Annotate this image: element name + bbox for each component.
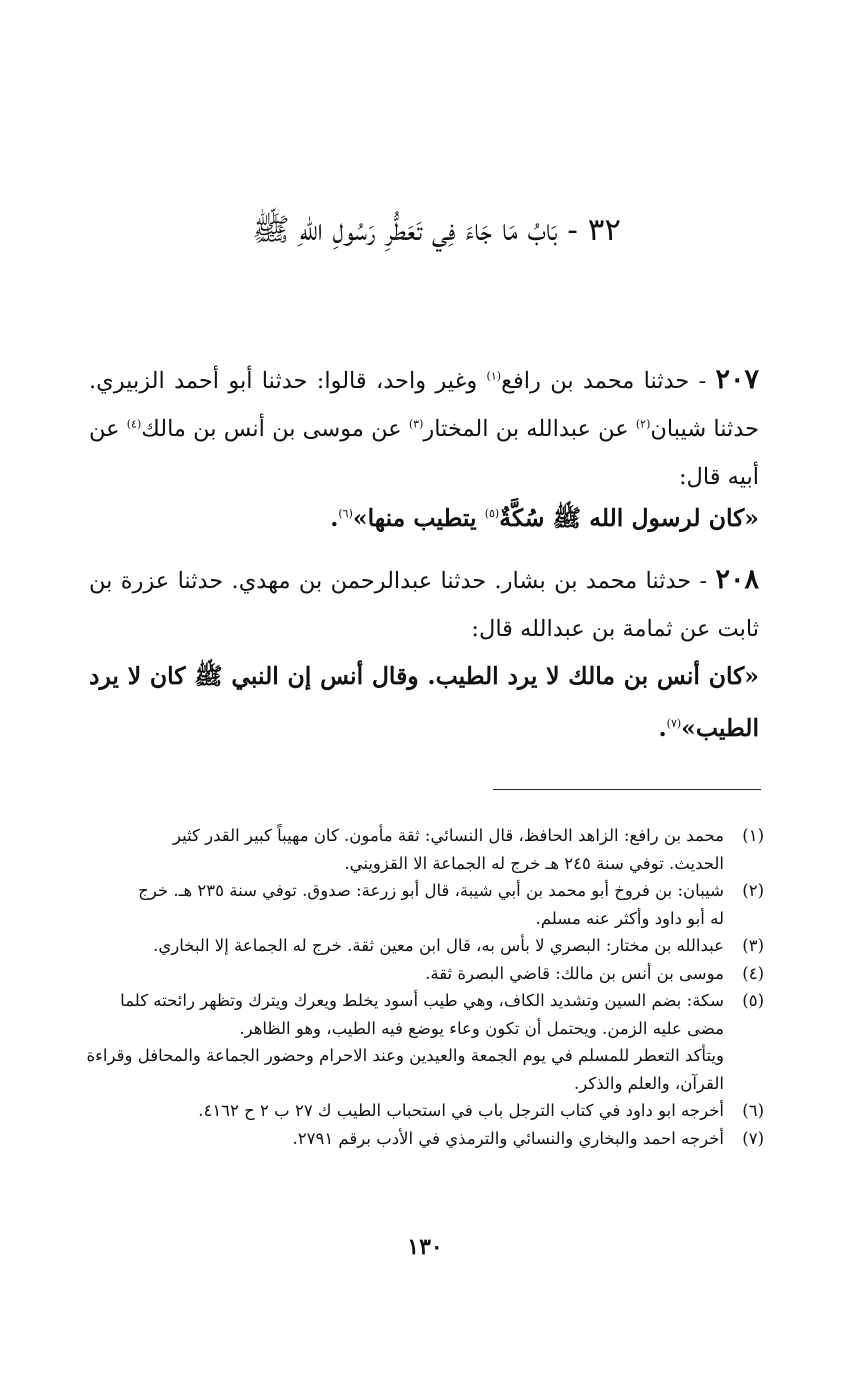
matn-text: «كان لرسول الله ﷺ سُكَّةٌ [499, 504, 759, 532]
footnotes [82, 822, 764, 1152]
isnad-text: وغير واحد، قالوا: حدثنا أبو أحمد الزبيري. حدثنا شيبان [89, 368, 759, 442]
footnote-line: القرآن، والعلم والذكر. [573, 1073, 724, 1093]
footnote-4 [82, 960, 764, 988]
page-number: ١٣٠ [407, 1234, 443, 1260]
isnad-text: - حدثنا محمد بن رافع [501, 368, 707, 394]
footnote-text [82, 822, 724, 877]
footnote-1 [82, 822, 764, 877]
footnote-number: (٢) [742, 881, 764, 900]
footnote-number: (٧) [742, 1128, 764, 1148]
footnote-line: موسى بن أنس بن مالك: قاضي البصرة ثقة. [425, 963, 724, 983]
footnote-text [82, 1097, 724, 1125]
hadith-208-matn [89, 650, 759, 754]
hadith-number: ٢٠٧ [715, 364, 759, 395]
footnote-line: أخرجه احمد والبخاري والنسائي والترمذي في الأدب برقم ٢٧٩١. [292, 1128, 724, 1148]
footnote-5 [82, 987, 764, 1097]
footnote-ref[interactable]: (٤) [126, 417, 142, 431]
footnote-2 [82, 877, 764, 932]
footnote-ref[interactable]: (٢) [635, 417, 651, 431]
footnote-ref[interactable]: (٣) [408, 417, 424, 431]
footnote-line: ويتأكد التعطر للمسلم في يوم الجمعة والعيدين وعند الاحرام وحضور الجماعة والمحافل وقراءة [86, 1046, 724, 1065]
isnad-text: عن موسى بن أنس بن مالك [141, 416, 409, 442]
isnad-text: - حدثنا محمد بن بشار. حدثنا عبدالرحمن بن مهدي. حدثنا عزرة بن ثابت عن ثمامة بن عبدالله قال: [89, 568, 759, 642]
footnote-line: الحديث. توفي سنة ٢٤٥ هـ خرج له الجماعة الا القزويني. [344, 853, 724, 873]
isnad-text: عن عبدالله بن المختار [423, 416, 636, 442]
footnote-text [82, 960, 724, 988]
footnote-line: محمد بن رافع: الزاهد الحافظ، قال النسائي: ثقة مأمون. كان مهيباً كبير القدر كثير [172, 826, 724, 845]
footnote-number: (٥) [742, 991, 764, 1010]
matn-end: . [658, 714, 667, 742]
footnote-text [82, 987, 724, 1097]
footnote-number: (٣) [742, 936, 764, 955]
footnote-7 [82, 1125, 764, 1153]
matn-end: . [330, 504, 339, 532]
footnote-line: شيبان: بن فروخ أبو محمد بن أبي شيبة، قال أبو زرعة: صدوق. توفي سنة ٢٣٥ هـ. خرج [138, 881, 724, 900]
matn-text: يتطيب منها» [352, 504, 485, 532]
footnote-number: (٤) [742, 963, 764, 983]
footnote-line: له أبو داود وأكثر عنه مسلم. [535, 908, 724, 928]
footnote-separator [493, 789, 761, 790]
footnote-ref[interactable]: (٦) [338, 507, 353, 521]
footnote-ref[interactable]: (٧) [666, 717, 682, 731]
hadith-207-matn [89, 492, 759, 544]
footnote-text [82, 932, 724, 960]
footnote-number: (١) [742, 826, 764, 845]
footnote-line: عبدالله بن مختار: البصري لا بأس به، قال ابن معين ثقة. خرج له الجماعة إلا البخاري. [153, 936, 724, 955]
footnote-text [82, 877, 724, 932]
footnote-3 [82, 932, 764, 960]
footnote-6 [82, 1097, 764, 1125]
footnote-line: مضى عليه الزمن. ويحتمل أن تكون وعاء يوضع فيه الطيب، وهو الظاهر. [239, 1018, 724, 1038]
footnote-ref[interactable]: (١) [486, 369, 502, 383]
hadith-208-isnad [89, 556, 759, 653]
footnote-text [82, 1125, 724, 1153]
hadith-207-isnad [89, 356, 759, 501]
matn-text: «كان أنس بن مالك لا يرد الطيب. وقال أنس إن النبي ﷺ كان لا يرد الطيب» [89, 662, 759, 742]
footnote-line: أخرجه ابو داود في كتاب الترجل باب في استحباب الطيب ك ٢٧ ب ٢ ح ٤١٦٢. [198, 1101, 724, 1120]
hadith-number: ٢٠٨ [715, 564, 760, 595]
isnad-text: عن أبيه قال: [89, 416, 759, 490]
footnote-number: (٦) [742, 1101, 764, 1120]
footnote-line: سكة: بضم السين وتشديد الكاف، وهي طيب أسود يخلط ويعرك ويترك وتظهر رائحته كلما [120, 991, 724, 1010]
footnote-ref[interactable]: (٥) [484, 507, 500, 521]
chapter-title: ٣٢ - بَابُ مَا جَاءَ فِي تَعَطُّرِ رَسُولِ اللهِ ﷺ [252, 212, 621, 248]
